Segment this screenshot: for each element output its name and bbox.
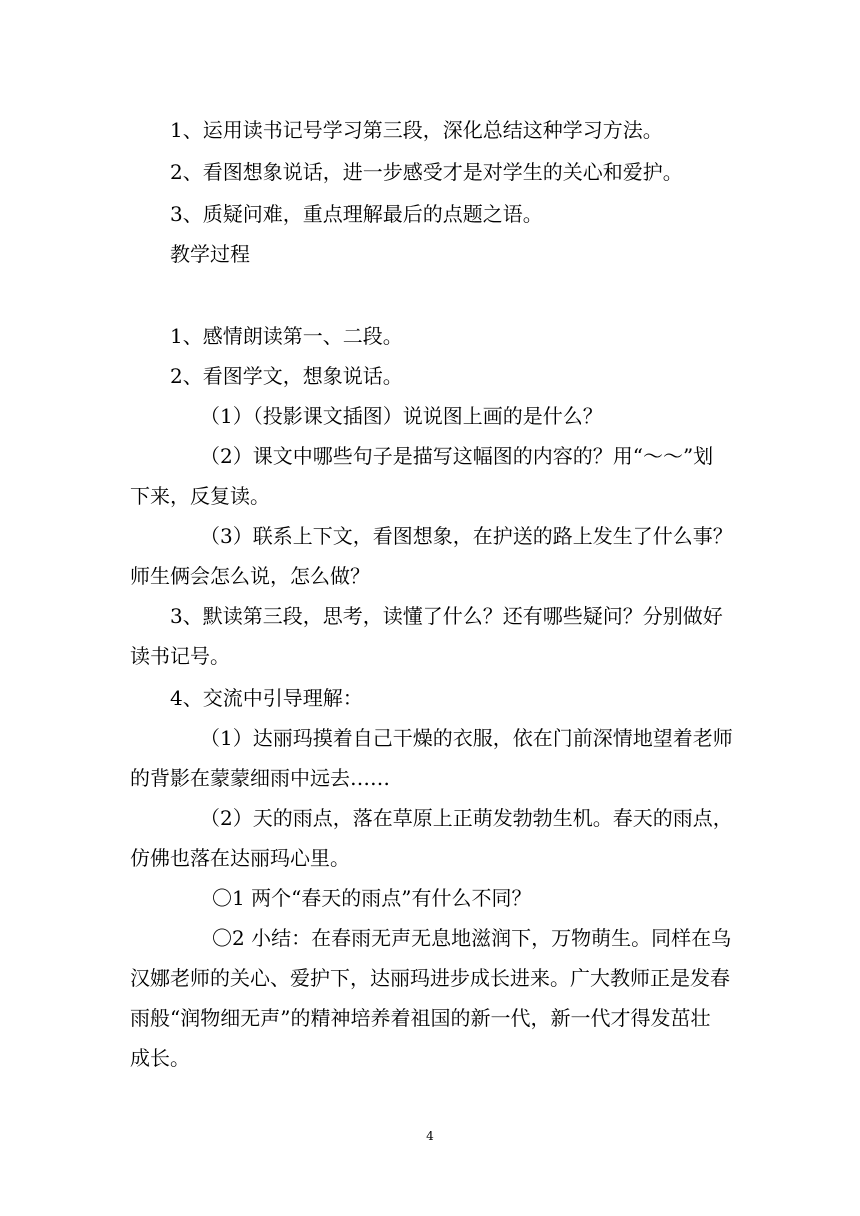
step-2-sub-2: （2）课文中哪些句子是描写这幅图的内容的？用“～～”划 [200,444,714,468]
summary-line-4: 成长。 [130,1046,190,1070]
objective-1: 1、运用读书记号学习第三段，深化总结这种学习方法。 [170,118,663,142]
step-2-sub-1: （1）（投影课文插图）说说图上画的是什么？ [200,404,603,428]
objective-2: 2、看图想象说话，进一步感受才是对学生的关心和爱护。 [170,160,683,184]
summary-line-1: 〇2 小结：在春雨无声无息地滋润下，万物萌生。同样在乌 [212,926,732,950]
step-2-sub-3-cont: 师生俩会怎么说，怎么做？ [130,564,370,588]
page-number: 4 [426,1129,434,1143]
objective-3: 3、质疑问难，重点理解最后的点题之语。 [170,202,543,226]
question-1: 〇1 两个“春天的雨点”有什么不同？ [212,886,532,910]
step-2-sub-2-cont: 下来，反复读。 [130,484,270,508]
step-4-sub-1: （1）达丽玛摸着自己干燥的衣服，依在门前深情地望着老师 [200,726,733,750]
summary-line-3: 雨般“润物细无声”的精神培养着祖国的新一代，新一代才得发茁壮 [130,1006,711,1030]
step-4: 4、交流中引导理解： [170,686,363,710]
step-4-sub-1-cont: 的背影在蒙蒙细雨中远去…… [130,766,390,790]
step-2: 2、看图学文，想象说话。 [170,364,403,388]
step-2-sub-3: （3）联系上下文，看图想象，在护送的路上发生了什么事？ [200,524,733,548]
step-4-sub-2: （2）天的雨点，落在草原上正萌发勃勃生机。春天的雨点， [200,806,733,830]
step-3-cont: 读书记号。 [130,644,230,668]
step-1: 1、感情朗读第一、二段。 [170,324,403,348]
step-3: 3、默读第三段，思考，读懂了什么？还有哪些疑问？分别做好 [170,604,723,628]
section-heading: 教学过程 [170,242,250,266]
summary-line-2: 汉娜老师的关心、爱护下，达丽玛进步成长进来。广大教师正是发春 [130,966,730,990]
step-4-sub-2-cont: 仿佛也落在达丽玛心里。 [130,846,350,870]
